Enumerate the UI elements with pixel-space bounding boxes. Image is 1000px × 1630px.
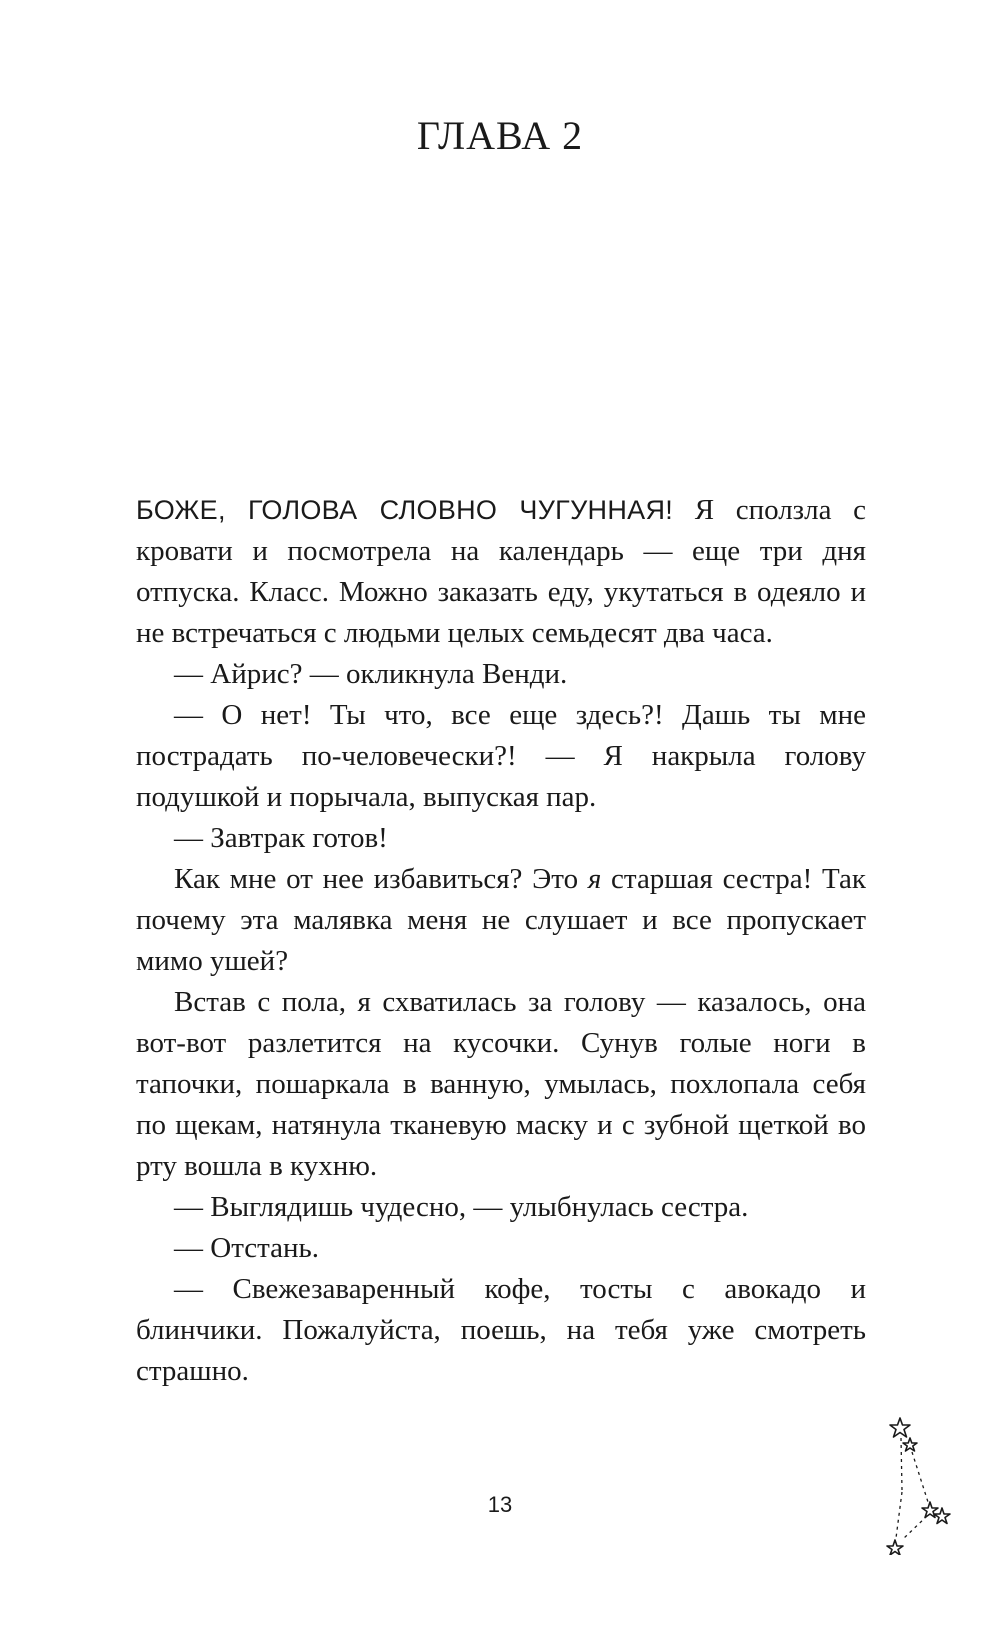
star-icon [887,1540,903,1555]
paragraph: — Отстань. [174,1232,319,1264]
chapter-body [136,490,866,1392]
constellation-icon [880,1410,970,1555]
paragraph-text: Я сползла с кровати и посмотрела на календарь — еще три дня отпуска. Класс. Можно заказать еду, укутаться в одеяло и не встречаться с людьми целых семьдесят два часа. [136,494,866,649]
paragraph: — Айрис? — окликнула Венди. [174,658,568,690]
chapter-title: ГЛАВА 2 [416,113,584,158]
paragraph: — О нет! Ты что, все еще здесь?! Дашь ты мне пострадать по-человечески?! — Я накрыла голову подушкой и порычала, выпуская пар. [136,699,866,813]
star-icon [890,1418,910,1437]
paragraph-emphasis: я [587,863,602,895]
paragraph: Встав с пола, я схватилась за голову — казалось, она вот-вот разлетится на кусочки. Сунув голые ноги в тапочки, пошаркала в ванную, умылась, похлопала себя по щекам, натянула тканевую маску и с зубной щеткой во рту вошла в кухню. [136,986,866,1182]
paragraph: — Выглядишь чудесно, — улыбнулась сестра. [174,1191,749,1223]
star-icon [903,1438,917,1451]
paragraph: — Завтрак готов! [174,822,388,854]
paragraph-text: Как мне от нее избавиться? Это [174,863,588,895]
paragraph-lead-caps: БОЖЕ, ГОЛОВА СЛОВНО ЧУГУННАЯ! [136,495,674,525]
page-number: 13 [487,1492,513,1517]
paragraph: — Свежезаваренный кофе, тосты с авокадо и блинчики. Пожалуйста, поешь, на тебя уже смотреть страшно. [136,1273,866,1387]
paragraph [136,859,866,982]
star-icon [934,1508,950,1524]
paragraph [136,490,866,654]
paragraph-text: старшая сестра! Так почему эта малявка меня не слушает и все пропускает мимо ушей? [136,863,867,977]
